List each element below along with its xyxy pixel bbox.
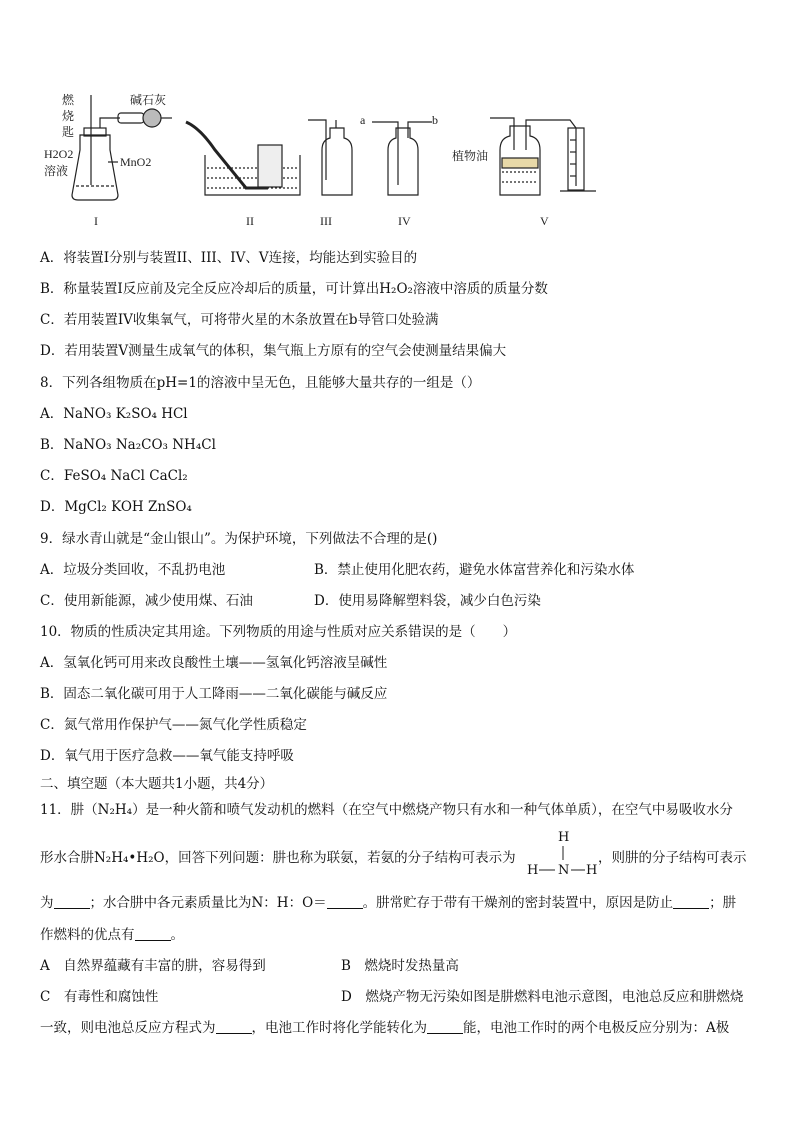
q11-line-4-a: 作燃料的优点有 bbox=[40, 927, 135, 943]
label-burner-1: 燃 bbox=[62, 93, 75, 107]
blank-hydrazine-structure[interactable] bbox=[54, 896, 90, 909]
label-burner-2: 烧 bbox=[62, 109, 75, 123]
q11-line-2-text-b: ，则肼的分子结构可表示 bbox=[598, 850, 747, 866]
numeral-v: V bbox=[540, 214, 549, 228]
q11-option-b: B 燃烧时发热量高 bbox=[341, 958, 459, 974]
q8-stem: 8．下列各组物质在pH=1的溶液中呈无色，且能够大量共存的一组是（） bbox=[40, 375, 481, 391]
q8-option-a: A．NaNO₃ K₂SO₄ HCl bbox=[40, 406, 188, 422]
q7-option-d: D．若用装置V测量生成氧气的体积，集气瓶上方原有的空气会使测量结果偏大 bbox=[40, 343, 507, 359]
q11-line-3-a: 为 bbox=[40, 895, 54, 911]
q11-line-3-d: ；肼 bbox=[709, 895, 737, 911]
q10-option-b: B．固态二氧化碳可用于人工降雨——二氧化碳能与碱反应 bbox=[40, 686, 388, 702]
q11-line-3-b: ；水合肼中各元素质量比为N：H：O＝ bbox=[89, 895, 327, 911]
q9-option-c: C．使用新能源，减少使用煤、石油 bbox=[40, 593, 253, 609]
q7-option-b: B．称量装置Ⅰ反应前及完全反应冷却后的质量，可计算出H₂O₂溶液中溶质的质量分数 bbox=[40, 281, 548, 297]
amine-n: N bbox=[558, 863, 570, 878]
blank-energy[interactable] bbox=[427, 1021, 463, 1034]
q11-line-2 bbox=[40, 849, 516, 867]
label-oil: 植物油 bbox=[452, 149, 489, 163]
apparatus-iii bbox=[308, 120, 352, 195]
q10-option-c: C．氮气常用作保护气——氮气化学性质稳定 bbox=[40, 717, 307, 733]
amine-h-top: H bbox=[558, 830, 570, 845]
amine-h-left: H bbox=[527, 863, 539, 878]
q11-line-4-b: 。 bbox=[170, 927, 184, 943]
ammonia-structure bbox=[525, 830, 598, 880]
apparatus-ii bbox=[186, 122, 300, 195]
q10-option-a: A．氢氧化钙可用来改良酸性土壤——氢氧化钙溶液呈碱性 bbox=[40, 655, 388, 671]
q7-option-c: C．若用装置IV收集氧气，可将带火星的木条放置在b导管口处验满 bbox=[40, 312, 439, 328]
numeral-ii: II bbox=[246, 214, 254, 228]
label-h2o2: H2O2 bbox=[44, 147, 74, 161]
numeral-iv: IV bbox=[398, 214, 411, 228]
label-b: b bbox=[432, 113, 438, 127]
blank-equation[interactable] bbox=[216, 1021, 252, 1034]
q11-line-7-c: 能，电池工作时的两个电极反应分别为：A极 bbox=[463, 1020, 730, 1036]
label-solution: 溶液 bbox=[44, 164, 69, 178]
q11-option-c: C 有毒性和腐蚀性 bbox=[40, 989, 159, 1005]
blank-advantages[interactable] bbox=[135, 928, 171, 941]
numeral-iii: III bbox=[320, 214, 332, 228]
q11-line-7-b: ，电池工作时将化学能转化为 bbox=[251, 1020, 427, 1036]
numeral-i: I bbox=[94, 214, 98, 228]
q8-option-b: B．NaNO₃ Na₂CO₃ NH₄Cl bbox=[40, 437, 216, 453]
q9-option-a: A．垃圾分类回收，不乱扔电池 bbox=[40, 562, 226, 578]
blank-prevent[interactable] bbox=[673, 896, 709, 909]
apparatus-figure bbox=[0, 0, 794, 235]
q10-stem: 10．物质的性质决定其用途。下列物质的用途与性质对应关系错误的是（ ） bbox=[40, 624, 517, 640]
label-burner-3: 匙 bbox=[62, 125, 75, 139]
apparatus-iv bbox=[372, 122, 432, 195]
apparatus-i bbox=[72, 95, 172, 200]
section-heading: 二、填空题（本大题共1小题，共4分） bbox=[40, 776, 274, 792]
q11-line-3-c: 。肼常贮存于带有干燥剂的密封装置中，原因是防止 bbox=[362, 895, 674, 911]
q9-option-b: B．禁止使用化肥农药，避免水体富营养化和污染水体 bbox=[314, 562, 635, 578]
q11-option-a: A 自然界蕴藏有丰富的肼，容易得到 bbox=[40, 958, 266, 974]
q8-option-d: D．MgCl₂ KOH ZnSO₄ bbox=[40, 499, 192, 515]
label-mno2: MnO2 bbox=[120, 155, 152, 169]
label-a: a bbox=[360, 113, 366, 127]
apparatus-v bbox=[490, 118, 596, 195]
q11-line-4 bbox=[40, 926, 184, 944]
q11-line-7 bbox=[40, 1019, 729, 1037]
amine-h-right: H bbox=[586, 863, 598, 878]
q11-line-3 bbox=[40, 894, 736, 912]
label-sodalime: 碱石灰 bbox=[130, 93, 167, 107]
q11-line-1: 11．肼（N₂H₄）是一种火箭和喷气发动机的燃料（在空气中燃烧产物只有水和一种气体单质），在空气中易吸收水分 bbox=[40, 802, 733, 818]
q7-option-a: A．将装置Ⅰ分别与装置II、III、IV、V连接，均能达到实验目的 bbox=[40, 250, 418, 266]
q9-stem: 9．绿水青山就是“金山银山”。为保护环境，下列做法不合理的是() bbox=[40, 531, 438, 547]
q11-option-d: D 燃烧产物无污染如图是肼燃料电池示意图，电池总反应和肼燃烧 bbox=[341, 989, 744, 1005]
q11-line-2-text-a: 形水合肼N₂H₄•H₂O，回答下列问题：肼也称为联氨，若氨的分子结构可表示为 bbox=[40, 850, 516, 866]
q9-option-d: D．使用易降解塑料袋，减少白色污染 bbox=[314, 593, 541, 609]
q11-line-7-a: 一致，则电池总反应方程式为 bbox=[40, 1020, 216, 1036]
q10-option-d: D．氧气用于医疗急救——氧气能支持呼吸 bbox=[40, 748, 294, 764]
blank-mass-ratio[interactable] bbox=[327, 896, 363, 909]
q8-option-c: C．FeSO₄ NaCl CaCl₂ bbox=[40, 468, 188, 484]
